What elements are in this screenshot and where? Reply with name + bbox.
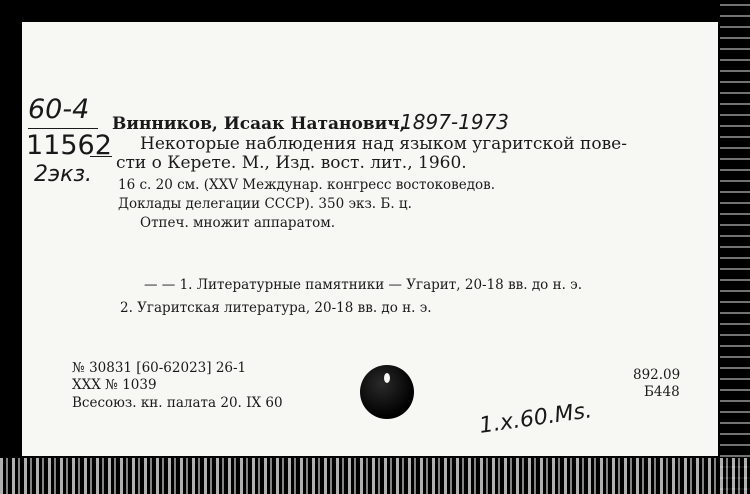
card-number: № 30831 [60-62023] 26-1 [72,360,247,376]
handwritten-bottom-note: 1.x.60.Ms. [477,398,594,439]
shelf-mark-underline [28,128,98,129]
title-line-2: сти о Керете. М., Изд. вост. лит., 1960. [116,153,467,173]
classification-number: 892.09 [633,367,681,383]
handwritten-copies-count: 2экз. [34,162,93,187]
print-method-note: Отпеч. множит аппаратом. [140,215,336,231]
cutter-mark: Б448 [644,384,680,400]
collation-line-1: 16 с. 20 см. (XXV Междунар. конгресс востоковедов. [118,177,496,193]
catalog-card [22,22,718,456]
issuer-and-date: Всесоюз. кн. палата 20. IX 60 [72,395,283,411]
title-line-1: Некоторые наблюдения над языком угаритской пове- [140,134,627,154]
subject-heading-2: 2. Угаритская литература, 20-18 вв. до н. э. [120,300,432,316]
subject-heading-1: — — 1. Литературные памятники — Угарит, 20-18 вв. до н. э. [144,277,583,293]
author-heading: Винников, Исаак Натанович, [112,114,406,134]
scan-edge-bottom [0,458,750,494]
scan-edge-right [720,0,750,494]
card-punch-hole [360,365,414,419]
inventory-underline [90,156,112,157]
handwritten-inventory-number: 11562 [26,130,112,161]
handwritten-life-dates: 1897-1973 [400,110,510,134]
series-number: XXX № 1039 [72,377,157,393]
handwritten-shelf-mark: 60-4 [28,94,90,125]
collation-line-2: Доклады делегации СССР). 350 экз. Б. ц. [118,196,412,212]
